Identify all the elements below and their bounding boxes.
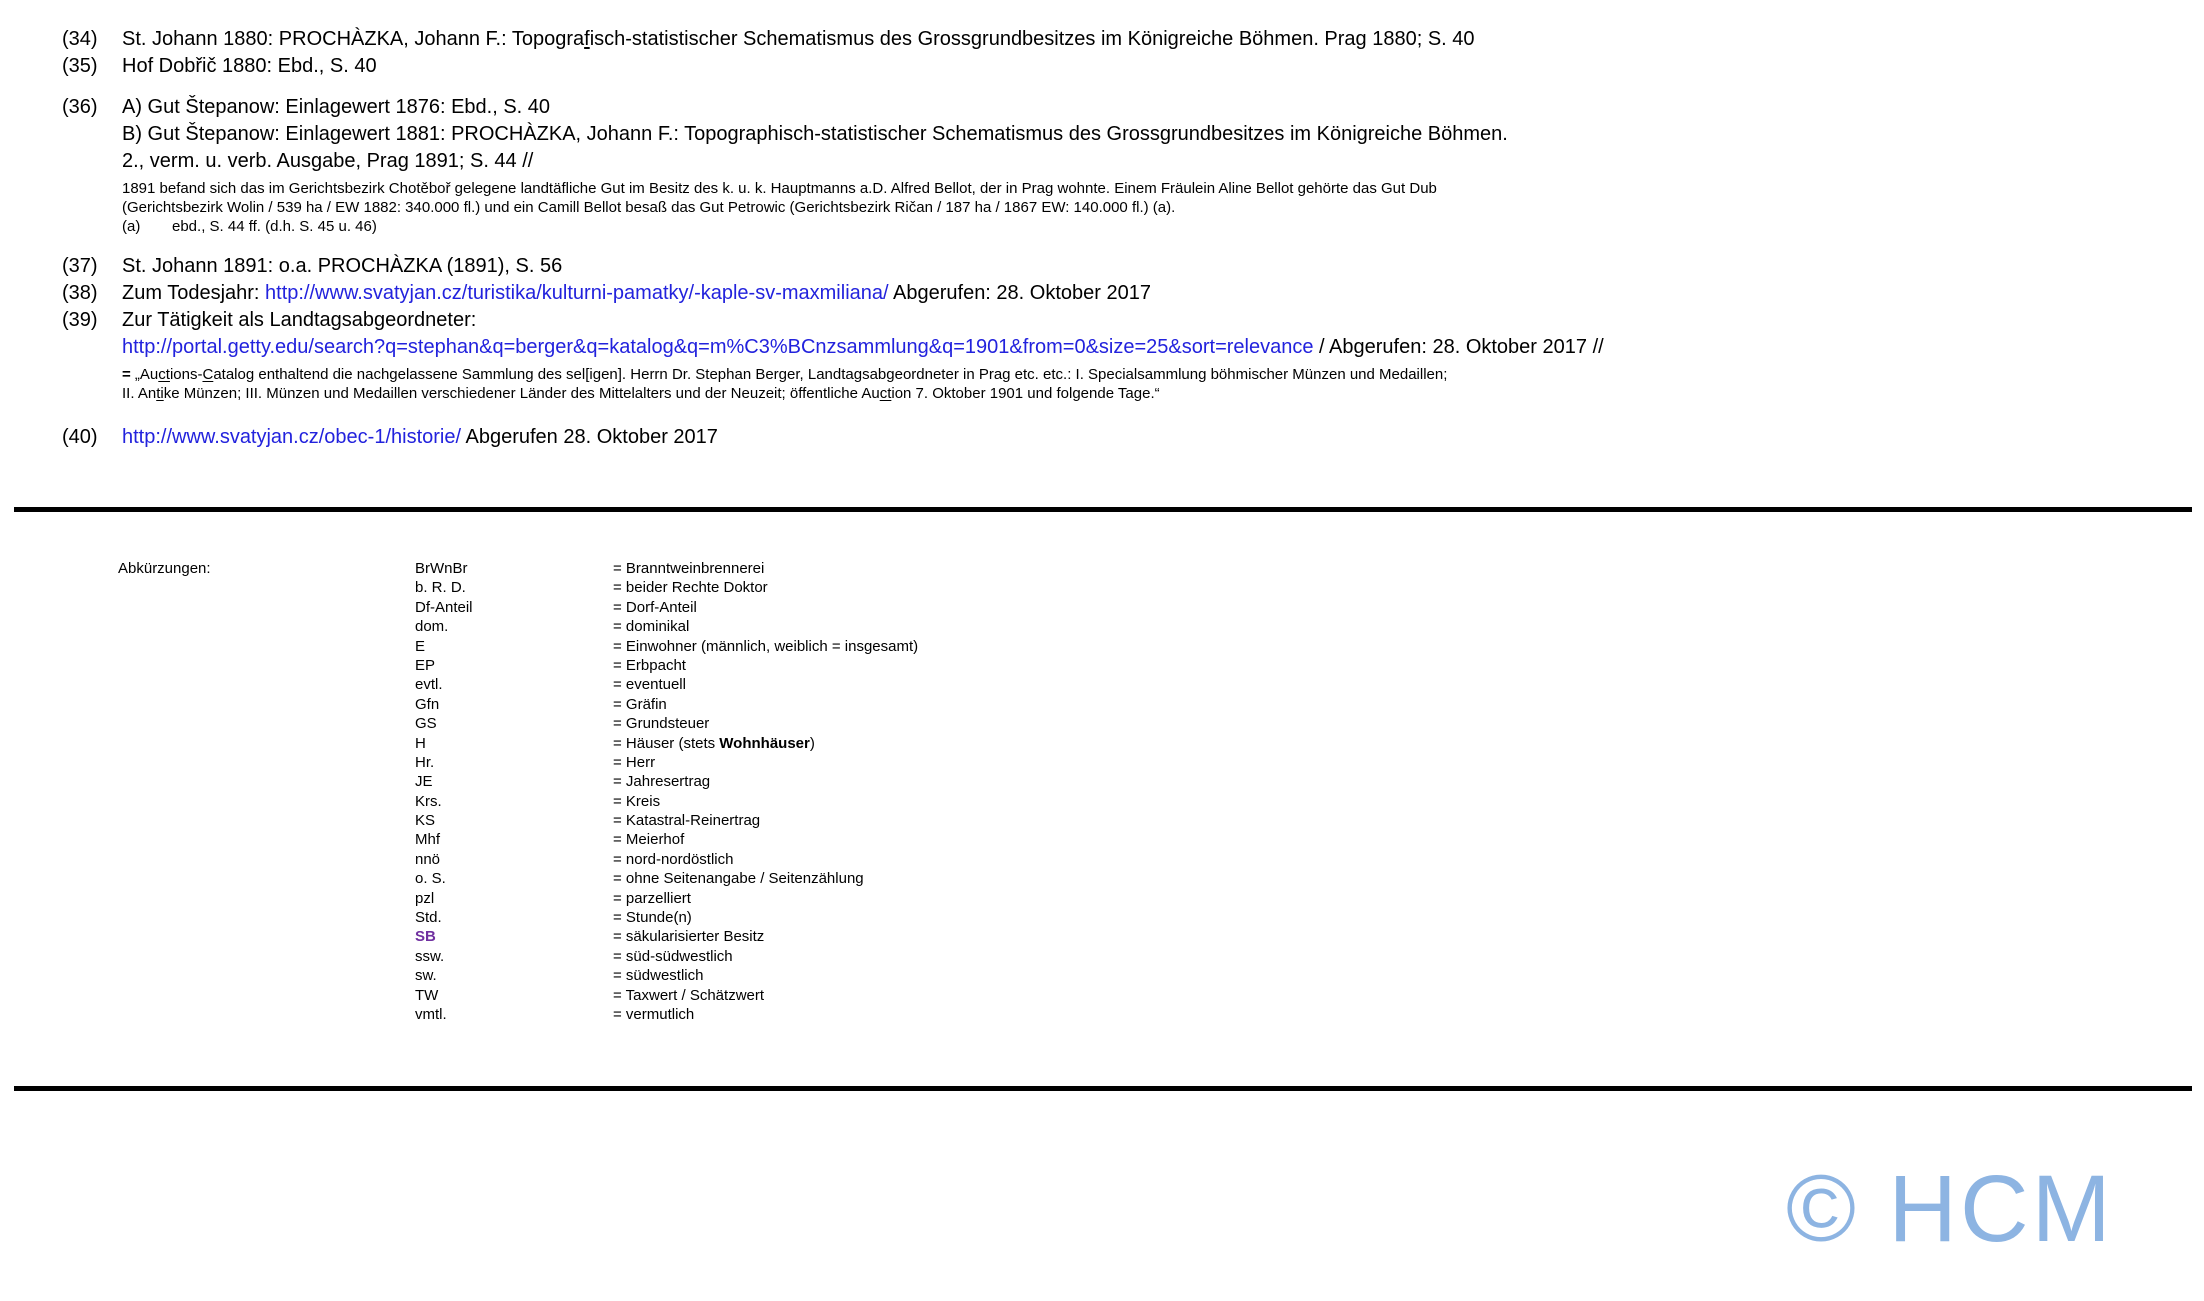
- abbreviation-definition: = südwestlich: [613, 967, 704, 985]
- footnote-line: 2., verm. u. verb. Ausgabe, Prag 1891; S. 44 //: [122, 150, 534, 172]
- footnote-body: [122, 53, 2172, 80]
- hyperlink[interactable]: http://www.svatyjan.cz/obec-1/historie/: [122, 426, 462, 448]
- footnote-body: [122, 280, 2172, 307]
- abbreviation-row: [415, 908, 918, 927]
- abbreviation-definition: = Erbpacht: [613, 656, 686, 674]
- abbreviation-definition: = parzelliert: [613, 889, 691, 907]
- abbreviation-row: [415, 947, 918, 966]
- footnote-item: [62, 253, 2172, 280]
- footnote-line: (Gerichtsbezirk Wolin / 539 ha / EW 1882: 340.000 fl.) und ein Camill Bellot besaß das Gut Petrowic (Gerichtsbezirk Ričan / 187 ha / 1867 EW: 140.000 fl.) (a).: [122, 199, 1176, 216]
- abbreviation-row: [415, 637, 918, 656]
- abbreviation-definition: = Gräfin: [613, 695, 667, 713]
- abbreviation-definition: = eventuell: [613, 676, 686, 694]
- footnote-line: B) Gut Štepanow: Einlagewert 1881: PROCHÀZKA, Johann F.: Topographisch-statistischer Schematismus des Grossgrundbesitzes im Königreiche Böhmen.: [122, 123, 1508, 145]
- abbreviation-row: [415, 617, 918, 636]
- abbreviations-label: Abkürzungen:: [118, 560, 211, 577]
- text-segment: f: [584, 28, 590, 50]
- abbreviation-row: [415, 889, 918, 908]
- text-segment: =: [122, 366, 131, 383]
- text-segment: ti: [156, 385, 164, 402]
- footnote-item: [62, 424, 2172, 451]
- abbreviation-definition: = nord-nordöstlich: [613, 850, 734, 868]
- footnote-line: St. Johann 1891: o.a. PROCHÀZKA (1891), S. 56: [122, 255, 563, 277]
- footnotes-section: [62, 26, 2172, 451]
- abbreviation-definition: = Katastral-Reinertrag: [613, 812, 761, 830]
- abbreviation-key: Krs.: [415, 792, 442, 810]
- abbreviation-row: [415, 714, 918, 733]
- abbreviation-sb: SB: [415, 928, 436, 946]
- abbreviation-key: Std.: [415, 909, 442, 927]
- abbreviation-key: KS: [415, 812, 436, 830]
- footnote-line: A) Gut Štepanow: Einlagewert 1876: Ebd., S. 40: [122, 96, 551, 118]
- text-segment: (a): [122, 218, 141, 235]
- footnote-item: [62, 53, 2172, 80]
- abbreviation-row: [415, 811, 918, 830]
- footnote-line: = „Auctions-Catalog enthaltend die nachgelassene Sammlung des sel[igen]. Herrn Dr. Stephan Berger, Landtagsabgeordneter in Prag etc. etc.: I. Specialsammlung böhmischer Münzen und Medaillen;: [122, 366, 1448, 383]
- footnote-number: (39): [62, 309, 98, 331]
- abbreviation-definition: = dominikal: [613, 618, 690, 636]
- abbreviation-definition: = Jahresertrag: [613, 773, 711, 791]
- footnote-number: (40): [62, 426, 98, 448]
- abbreviation-key: Mhf: [415, 831, 441, 849]
- footnote-line: 1891 befand sich das im Gerichtsbezirk Chotěboř gelegene landtäfliche Gut im Besitz des k. u. k. Hauptmanns a.D. Alfred Bellot, der in Prag wohnte. Einem Fräulein Aline Bellot gehörte das Gut Dub: [122, 180, 1437, 197]
- footnote-line: http://www.svatyjan.cz/obec-1/historie/ Abgerufen 28. Oktober 2017: [122, 426, 718, 448]
- abbreviation-row: [415, 792, 918, 811]
- text-segment: C: [202, 366, 214, 383]
- abbreviation-row: [415, 734, 918, 753]
- abbreviation-definition: = Meierhof: [613, 831, 685, 849]
- abbreviation-definition: = Kreis: [613, 792, 661, 810]
- abbreviation-definition: = ohne Seitenangabe / Seitenzählung: [613, 870, 864, 888]
- abbreviation-key: dom.: [415, 618, 449, 636]
- footnote-body: [122, 94, 2172, 236]
- abbreviation-key: H: [415, 734, 426, 752]
- abbreviation-definition: = Dorf-Anteil: [613, 598, 697, 616]
- abbreviation-definition: = Grundsteuer: [613, 715, 710, 733]
- footnote-line: Zur Tätigkeit als Landtagsabgeordneter:: [122, 309, 477, 331]
- footnote-line: http://portal.getty.edu/search?q=stephan&q=berger&q=katalog&q=m%C3%BCnzsammlung&q=1901&from=0&size=25&sort=relevance / Abgerufen: 28. Oktober 2017 //: [122, 336, 1604, 358]
- horizontal-rule-top: [14, 507, 2192, 512]
- footnote-number: (34): [62, 28, 98, 50]
- footnote-body: [122, 424, 2172, 451]
- horizontal-rule-bottom: [14, 1086, 2192, 1091]
- abbreviation-row: [415, 753, 918, 772]
- footnote-number: (38): [62, 282, 98, 304]
- abbreviation-definition: = Stunde(n): [613, 909, 692, 927]
- abbreviation-key: nnö: [415, 850, 441, 868]
- abbreviation-key: E: [415, 637, 426, 655]
- abbreviation-key: Hr.: [415, 753, 435, 771]
- abbreviation-definition: = säkularisierter Besitz: [613, 928, 765, 946]
- footnote-item: [62, 280, 2172, 307]
- footnote-line: (a) ebd., S. 44 ff. (d.h. S. 45 u. 46): [122, 218, 377, 235]
- footnote-body: [122, 26, 2172, 53]
- footnote-number: (36): [62, 96, 98, 118]
- abbreviation-row: [415, 772, 918, 791]
- footnote-body: [122, 307, 2172, 403]
- abbreviation-definition: = Einwohner (männlich, weiblich = insgesamt): [613, 637, 919, 655]
- abbreviation-key: pzl: [415, 889, 435, 907]
- footnote-item: [62, 307, 2172, 403]
- abbreviation-row: [415, 598, 918, 617]
- abbreviation-key: EP: [415, 656, 436, 674]
- abbreviation-row: [415, 986, 918, 1005]
- abbreviation-row: [415, 1005, 918, 1024]
- abbreviation-key: evtl.: [415, 676, 443, 694]
- abbreviation-row: [415, 695, 918, 714]
- abbreviation-key: TW: [415, 986, 439, 1004]
- abbreviation-definition: = beider Rechte Doktor: [613, 579, 768, 597]
- abbreviation-key: sw.: [415, 967, 437, 985]
- abbreviation-row: [415, 578, 918, 597]
- abbreviation-key: vmtl.: [415, 1005, 447, 1023]
- abbreviation-key: Df-Anteil: [415, 598, 473, 616]
- footnote-line: II. Antike Münzen; III. Münzen und Medaillen verschiedener Länder des Mittelalters und der Neuzeit; öffentliche Auction 7. Oktober 1901 und folgende Tage.“: [122, 385, 1160, 402]
- footnote-item: [62, 94, 2172, 236]
- abbreviations-list: [415, 559, 918, 1024]
- abbreviation-key: BrWnBr: [415, 560, 468, 577]
- text-segment: Wohnhäuser: [719, 734, 810, 752]
- footnote-line: Zum Todesjahr: http://www.svatyjan.cz/turistika/kulturni-pamatky/-kaple-sv-maxmiliana/ Abgerufen: 28. Oktober 2017: [122, 282, 1151, 304]
- abbreviation-key: Gfn: [415, 695, 440, 713]
- abbreviation-definition: = Branntweinbrennerei: [613, 560, 765, 577]
- hyperlink[interactable]: http://portal.getty.edu/search?q=stephan&q=berger&q=katalog&q=m%C3%BCnzsammlung&q=1901&from=0&size=25&sort=relevance: [122, 336, 1314, 358]
- footnote-number: (35): [62, 55, 98, 77]
- abbreviation-row: [415, 830, 918, 849]
- abbreviation-key: b. R. D.: [415, 579, 466, 597]
- abbreviation-definition: = süd-südwestlich: [613, 947, 733, 965]
- footnote-line: St. Johann 1880: PROCHÀZKA, Johann F.: Topografisch-statistischer Schematismus des Grossgrundbesitzes im Königreiche Böhmen. Prag 1880; S. 40: [122, 28, 1475, 50]
- abbreviation-row: [415, 559, 918, 578]
- footnote-item: [62, 26, 2172, 53]
- abbreviation-row: [415, 850, 918, 869]
- abbreviation-definition: = Taxwert / Schätzwert: [613, 986, 765, 1004]
- hyperlink[interactable]: http://www.svatyjan.cz/turistika/kulturni-pamatky/-kaple-sv-maxmiliana/: [265, 282, 889, 304]
- text-segment: ct: [879, 385, 892, 402]
- abbreviation-definition: = vermutlich: [613, 1005, 695, 1023]
- abbreviation-key: JE: [415, 773, 433, 791]
- abbreviation-key: o. S.: [415, 870, 446, 888]
- abbreviation-row: [415, 927, 918, 946]
- abbreviation-row: [415, 966, 918, 985]
- abbreviation-definition: = Herr: [613, 753, 656, 771]
- abbreviation-key: [415, 927, 613, 946]
- abbreviation-row: [415, 869, 918, 888]
- abbreviation-row: [415, 656, 918, 675]
- footnote-body: [122, 253, 2172, 280]
- watermark-hcm-copyright: © HCM: [1786, 1156, 2114, 1262]
- footnote-number: (37): [62, 255, 98, 277]
- abbreviation-definition: = Häuser (stets Wohnhäuser): [613, 734, 815, 752]
- abbreviation-row: [415, 675, 918, 694]
- abbreviation-key: ssw.: [415, 947, 445, 965]
- footnote-line: Hof Dobřič 1880: Ebd., S. 40: [122, 55, 377, 77]
- abbreviation-key: GS: [415, 715, 437, 733]
- text-segment: ct: [158, 366, 170, 383]
